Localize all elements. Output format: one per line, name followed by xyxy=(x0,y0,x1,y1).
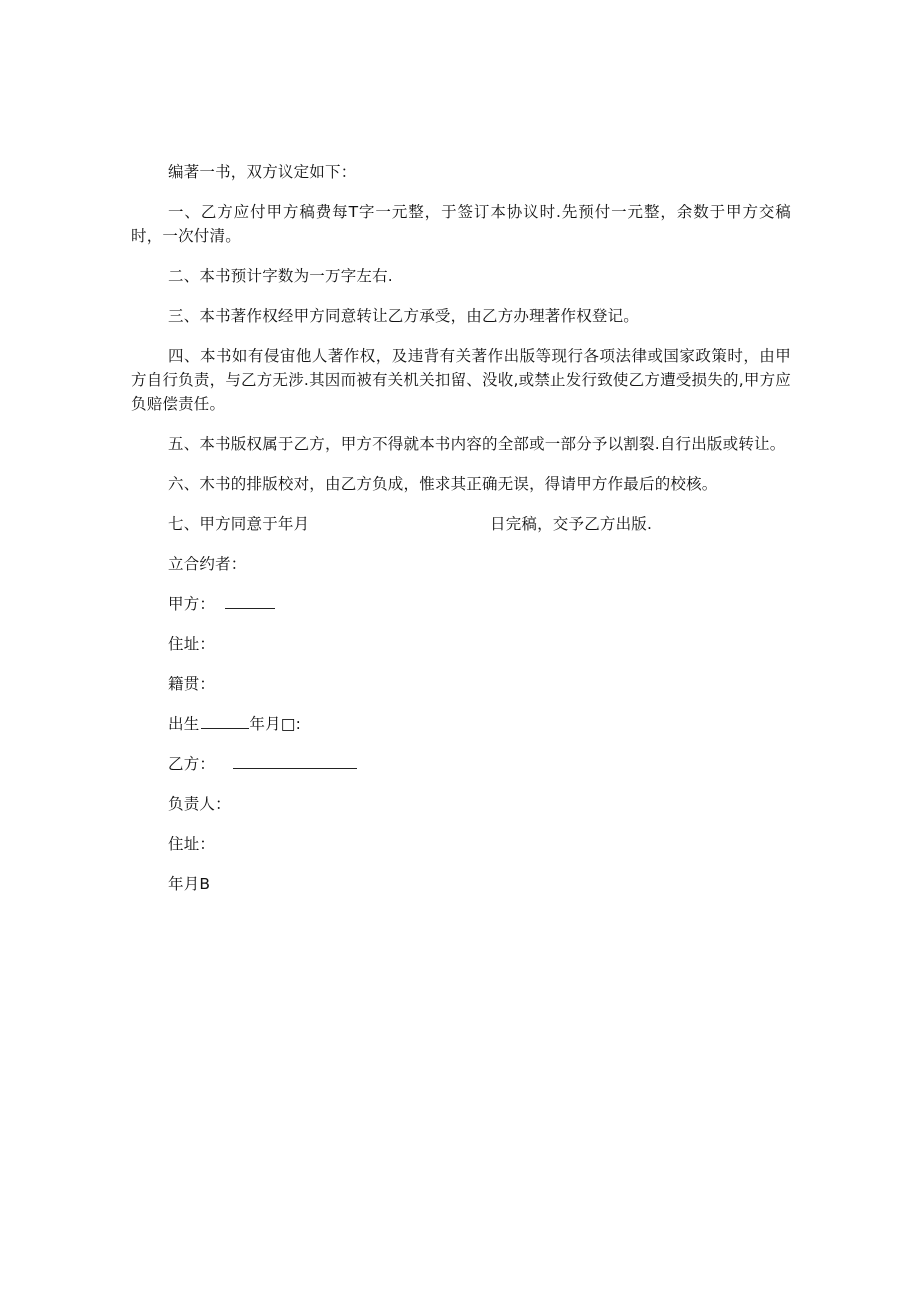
party-b-line xyxy=(168,752,791,776)
signatories-label: 立合约者： xyxy=(168,555,247,573)
date-line: 年月B xyxy=(168,875,211,893)
clause-2: 二、本书预计字数为一万字左右. xyxy=(168,267,393,285)
party-a-label: 甲方： xyxy=(168,595,216,613)
party-a-line xyxy=(168,592,791,616)
clause-3: 三、本书著作权经甲方同意转让乙方承受，由乙方办理著作权登记。 xyxy=(168,307,640,325)
party-a-blank xyxy=(225,592,275,609)
address-b: 住址： xyxy=(168,835,216,853)
clause-5: 五、本书版权属于乙方，甲方不得就本书内容的全部或一部分予以割裂.自行出版或转让。 xyxy=(168,435,786,453)
clause-6: 六、木书的排版校对，由乙方负成，惟求其正确无误，得请甲方作最后的校核。 xyxy=(168,475,718,493)
clause-7-left: 七、甲方同意于年月 xyxy=(168,515,310,533)
birth-line xyxy=(168,712,791,736)
birth-blank xyxy=(201,712,249,729)
birth-suffix: 年月□: xyxy=(249,715,302,733)
clause-7 xyxy=(131,512,791,536)
responsible-person: 负责人： xyxy=(168,795,231,813)
native-place: 籍贯： xyxy=(168,675,216,693)
clause-4: 四、本书如有侵宙他人著作权，及违背有关著作出版等现行各项法律或国家政策时，由甲方自行负责，与乙方无涉.其因而被有关机关扣留、没收,或禁止发行致使乙方遭受损失的,甲方应负赔偿责任。 xyxy=(131,347,791,413)
contract-intro: 编著一书，双方议定如下： xyxy=(168,163,357,181)
clause-1: 一、乙方应付甲方稿费每T字一元整，于签订本协议时.先预付一元整，余数于甲方交稿时，一次付清。 xyxy=(131,203,791,245)
clause-7-right: 日完稿，交予乙方出版. xyxy=(490,515,653,533)
party-b-blank xyxy=(233,752,357,769)
birth-prefix: 出生 xyxy=(168,715,200,733)
contract-body xyxy=(131,160,791,912)
address-a: 住址： xyxy=(168,635,216,653)
party-b-label: 乙方： xyxy=(168,755,216,773)
